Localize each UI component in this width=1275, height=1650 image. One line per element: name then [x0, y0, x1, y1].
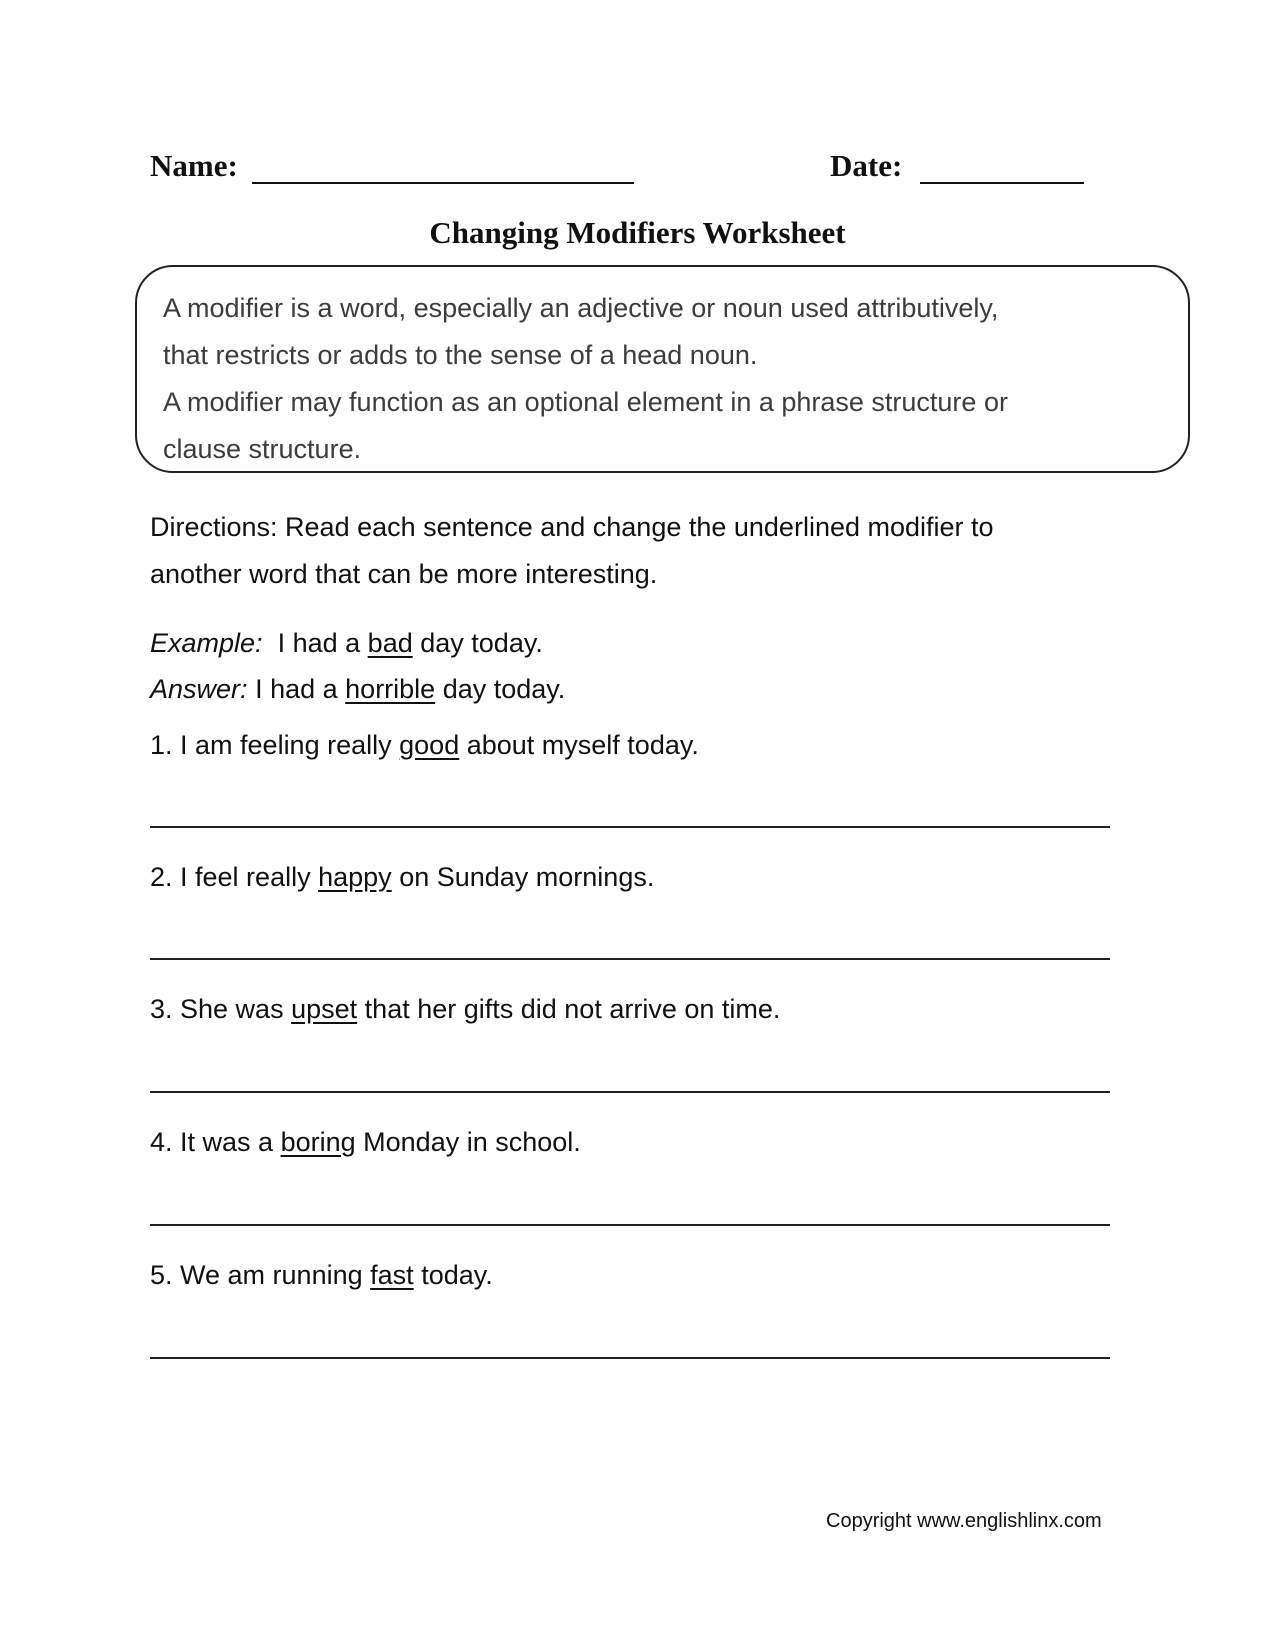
- question-text-before: 1. I am feeling really: [150, 730, 392, 760]
- date-blank-line: [920, 182, 1084, 184]
- question-4: [150, 1122, 1110, 1162]
- answer-line-4[interactable]: [150, 1224, 1110, 1226]
- answer-label: Answer:: [150, 674, 248, 704]
- question-2: [150, 857, 1110, 897]
- question-text-before: 2. I feel really: [150, 862, 311, 892]
- question-text-after: that her gifts did not arrive on time.: [364, 994, 781, 1024]
- directions-line: another word that can be more interesting.: [150, 559, 658, 589]
- question-5: [150, 1255, 1110, 1295]
- question-text-before: 5. We am running: [150, 1260, 363, 1290]
- question-text-after: about myself today.: [466, 730, 699, 760]
- definition-line: clause structure.: [163, 434, 362, 464]
- answer-line-example: [150, 666, 1110, 712]
- question-modifier: happy: [318, 862, 392, 892]
- definition-line: A modifier may function as an optional element in a phrase structure or: [163, 387, 1008, 417]
- question-modifier: fast: [370, 1260, 414, 1290]
- answer-line-3[interactable]: [150, 1091, 1110, 1093]
- copyright-footer: Copyright www.englishlinx.com: [826, 1510, 1102, 1532]
- example-block: [150, 620, 1110, 712]
- question-modifier: upset: [291, 994, 358, 1024]
- definition-line: that restricts or adds to the sense of a head noun.: [163, 340, 758, 370]
- question-3: [150, 989, 1110, 1029]
- name-label: Name:: [150, 148, 238, 183]
- definition-box: [135, 265, 1190, 473]
- question-modifier: good: [399, 730, 460, 760]
- answer-line-1[interactable]: [150, 826, 1110, 828]
- question-text-after: today.: [421, 1260, 493, 1290]
- example-text-after: day today.: [420, 628, 543, 658]
- answer-text-before: I had a: [255, 674, 338, 704]
- example-text-before: I had a: [277, 628, 361, 658]
- answer-line-5[interactable]: [150, 1357, 1110, 1359]
- example-line: [150, 620, 1110, 666]
- answer-line-2[interactable]: [150, 958, 1110, 960]
- example-label: Example:: [150, 628, 263, 658]
- directions: [150, 504, 1110, 598]
- example-modifier: bad: [367, 628, 413, 658]
- header-row: [150, 148, 1080, 188]
- question-text-before: 3. She was: [150, 994, 284, 1024]
- question-text-after: on Sunday mornings.: [399, 862, 655, 892]
- definition-line: A modifier is a word, especially an adjective or noun used attributively,: [163, 293, 999, 323]
- name-blank-line: [252, 182, 634, 184]
- question-1: [150, 725, 1110, 765]
- answer-text-after: day today.: [442, 674, 566, 704]
- page-title: Changing Modifiers Worksheet: [429, 215, 846, 250]
- question-modifier: boring: [280, 1127, 356, 1157]
- date-label: Date:: [830, 148, 903, 183]
- directions-line: Directions: Read each sentence and change the underlined modifier to: [150, 512, 994, 542]
- answer-modifier: horrible: [345, 674, 436, 704]
- question-text-before: 4. It was a: [150, 1127, 274, 1157]
- question-text-after: Monday in school.: [363, 1127, 581, 1157]
